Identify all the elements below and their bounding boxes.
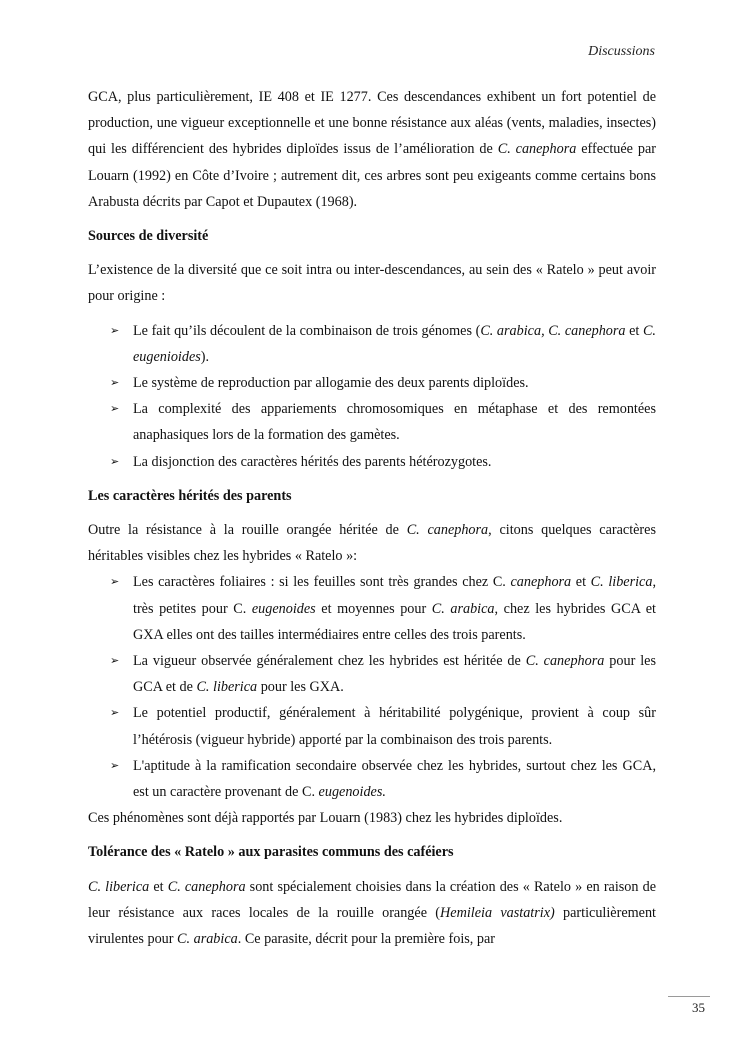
list-item: ➢ La disjonction des caractères hérités des parents hétérozygotes. — [88, 449, 656, 475]
arrowhead-bullet-icon: ➢ — [110, 376, 120, 390]
arrowhead-bullet-icon: ➢ — [110, 654, 120, 668]
running-header: Discussions — [588, 44, 655, 59]
list-item: ➢ Le système de reproduction par allogamie des deux parents diploïdes. — [88, 370, 656, 396]
arrowhead-bullet-icon: ➢ — [110, 706, 120, 720]
list-item: ➢ L'aptitude à la ramification secondaire observée chez les hybrides, surtout chez les GCA, est un caractère provenant de C. eugenoides. — [88, 753, 656, 805]
list-item: ➢ La complexité des appariements chromosomiques en métaphase et des remontées anaphasiques lors de la formation des gamètes. — [88, 396, 656, 448]
arrowhead-bullet-icon: ➢ — [110, 402, 120, 416]
paragraph-tolerance: C. liberica et C. canephora sont spécialement choisies dans la création des « Ratelo » en raison de leur résistance aux races locales de la rouille orangée (Hemileia vastatrix) particulièrement virulentes pour C. arabica. Ce parasite, décrit pour la première fois, par — [88, 878, 657, 948]
page-body — [88, 84, 656, 952]
heading-sources-diversite: Sources de diversité — [88, 228, 209, 245]
diversity-source-list — [88, 318, 656, 475]
heading-caracteres-herites: Les caractères hérités des parents — [88, 487, 292, 504]
arrowhead-bullet-icon: ➢ — [110, 323, 120, 337]
paragraph-continuation: GCA, plus particulièrement, IE 408 et IE 1277. Ces descendances exhibent un fort potentiel de production, une vigueur exceptionnelle et une bonne résistance aux aléas (vents, maladies, insectes) qui les différencient des hybrides diploïdes issus de l’amélioration de C. canephora effectuée par Louarn (1992) en Côte d’Ivoire ; autrement dit, ces arbres sont peu exigeants comme certains bons Arabusta décrits par Capot et Dupautex (1968). — [88, 89, 656, 210]
footer-divider — [668, 996, 710, 997]
heading-tolerance-parasites: Tolérance des « Ratelo » aux parasites communs des caféiers — [88, 844, 454, 861]
arrowhead-bullet-icon: ➢ — [110, 758, 120, 772]
list-item: ➢ La vigueur observée généralement chez les hybrides est héritée de C. canephora pour les GCA et de C. liberica pour les GXA. — [88, 648, 656, 700]
paragraph-diversity-intro: L’existence de la diversité que ce soit intra ou inter-descendances, au sein des « Ratelo » peut avoir pour origine : — [88, 262, 656, 305]
arrowhead-bullet-icon: ➢ — [110, 575, 120, 589]
paragraph-traits-closing: Ces phénomènes sont déjà rapportés par Louarn (1983) chez les hybrides diploïdes. — [88, 810, 563, 827]
list-item: ➢ Le fait qu’ils découlent de la combinaison de trois génomes (C. arabica, C. canephora et C. eugenioides). — [88, 318, 656, 370]
paragraph-traits-intro: Outre la résistance à la rouille orangée héritée de C. canephora, citons quelques caractères héritables visibles chez les hybrides « Ratelo »: — [88, 522, 656, 565]
page-number: 35 — [692, 1000, 705, 1015]
arrowhead-bullet-icon: ➢ — [110, 454, 120, 468]
list-item: ➢ Le potentiel productif, généralement à héritabilité polygénique, provient à coup sûr l’hétérosis (vigueur hybride) apporté par la combinaison des trois parents. — [88, 700, 656, 752]
list-item: ➢ Les caractères foliaires : si les feuilles sont très grandes chez C. canephora et C. liberica, très petites pour C. eugenoides et moyennes pour C. arabica, chez les hybrides GCA et GXA elles ont des tailles intermédiaires entre celles des trois parents. — [88, 569, 656, 648]
inherited-traits-list — [88, 569, 656, 805]
